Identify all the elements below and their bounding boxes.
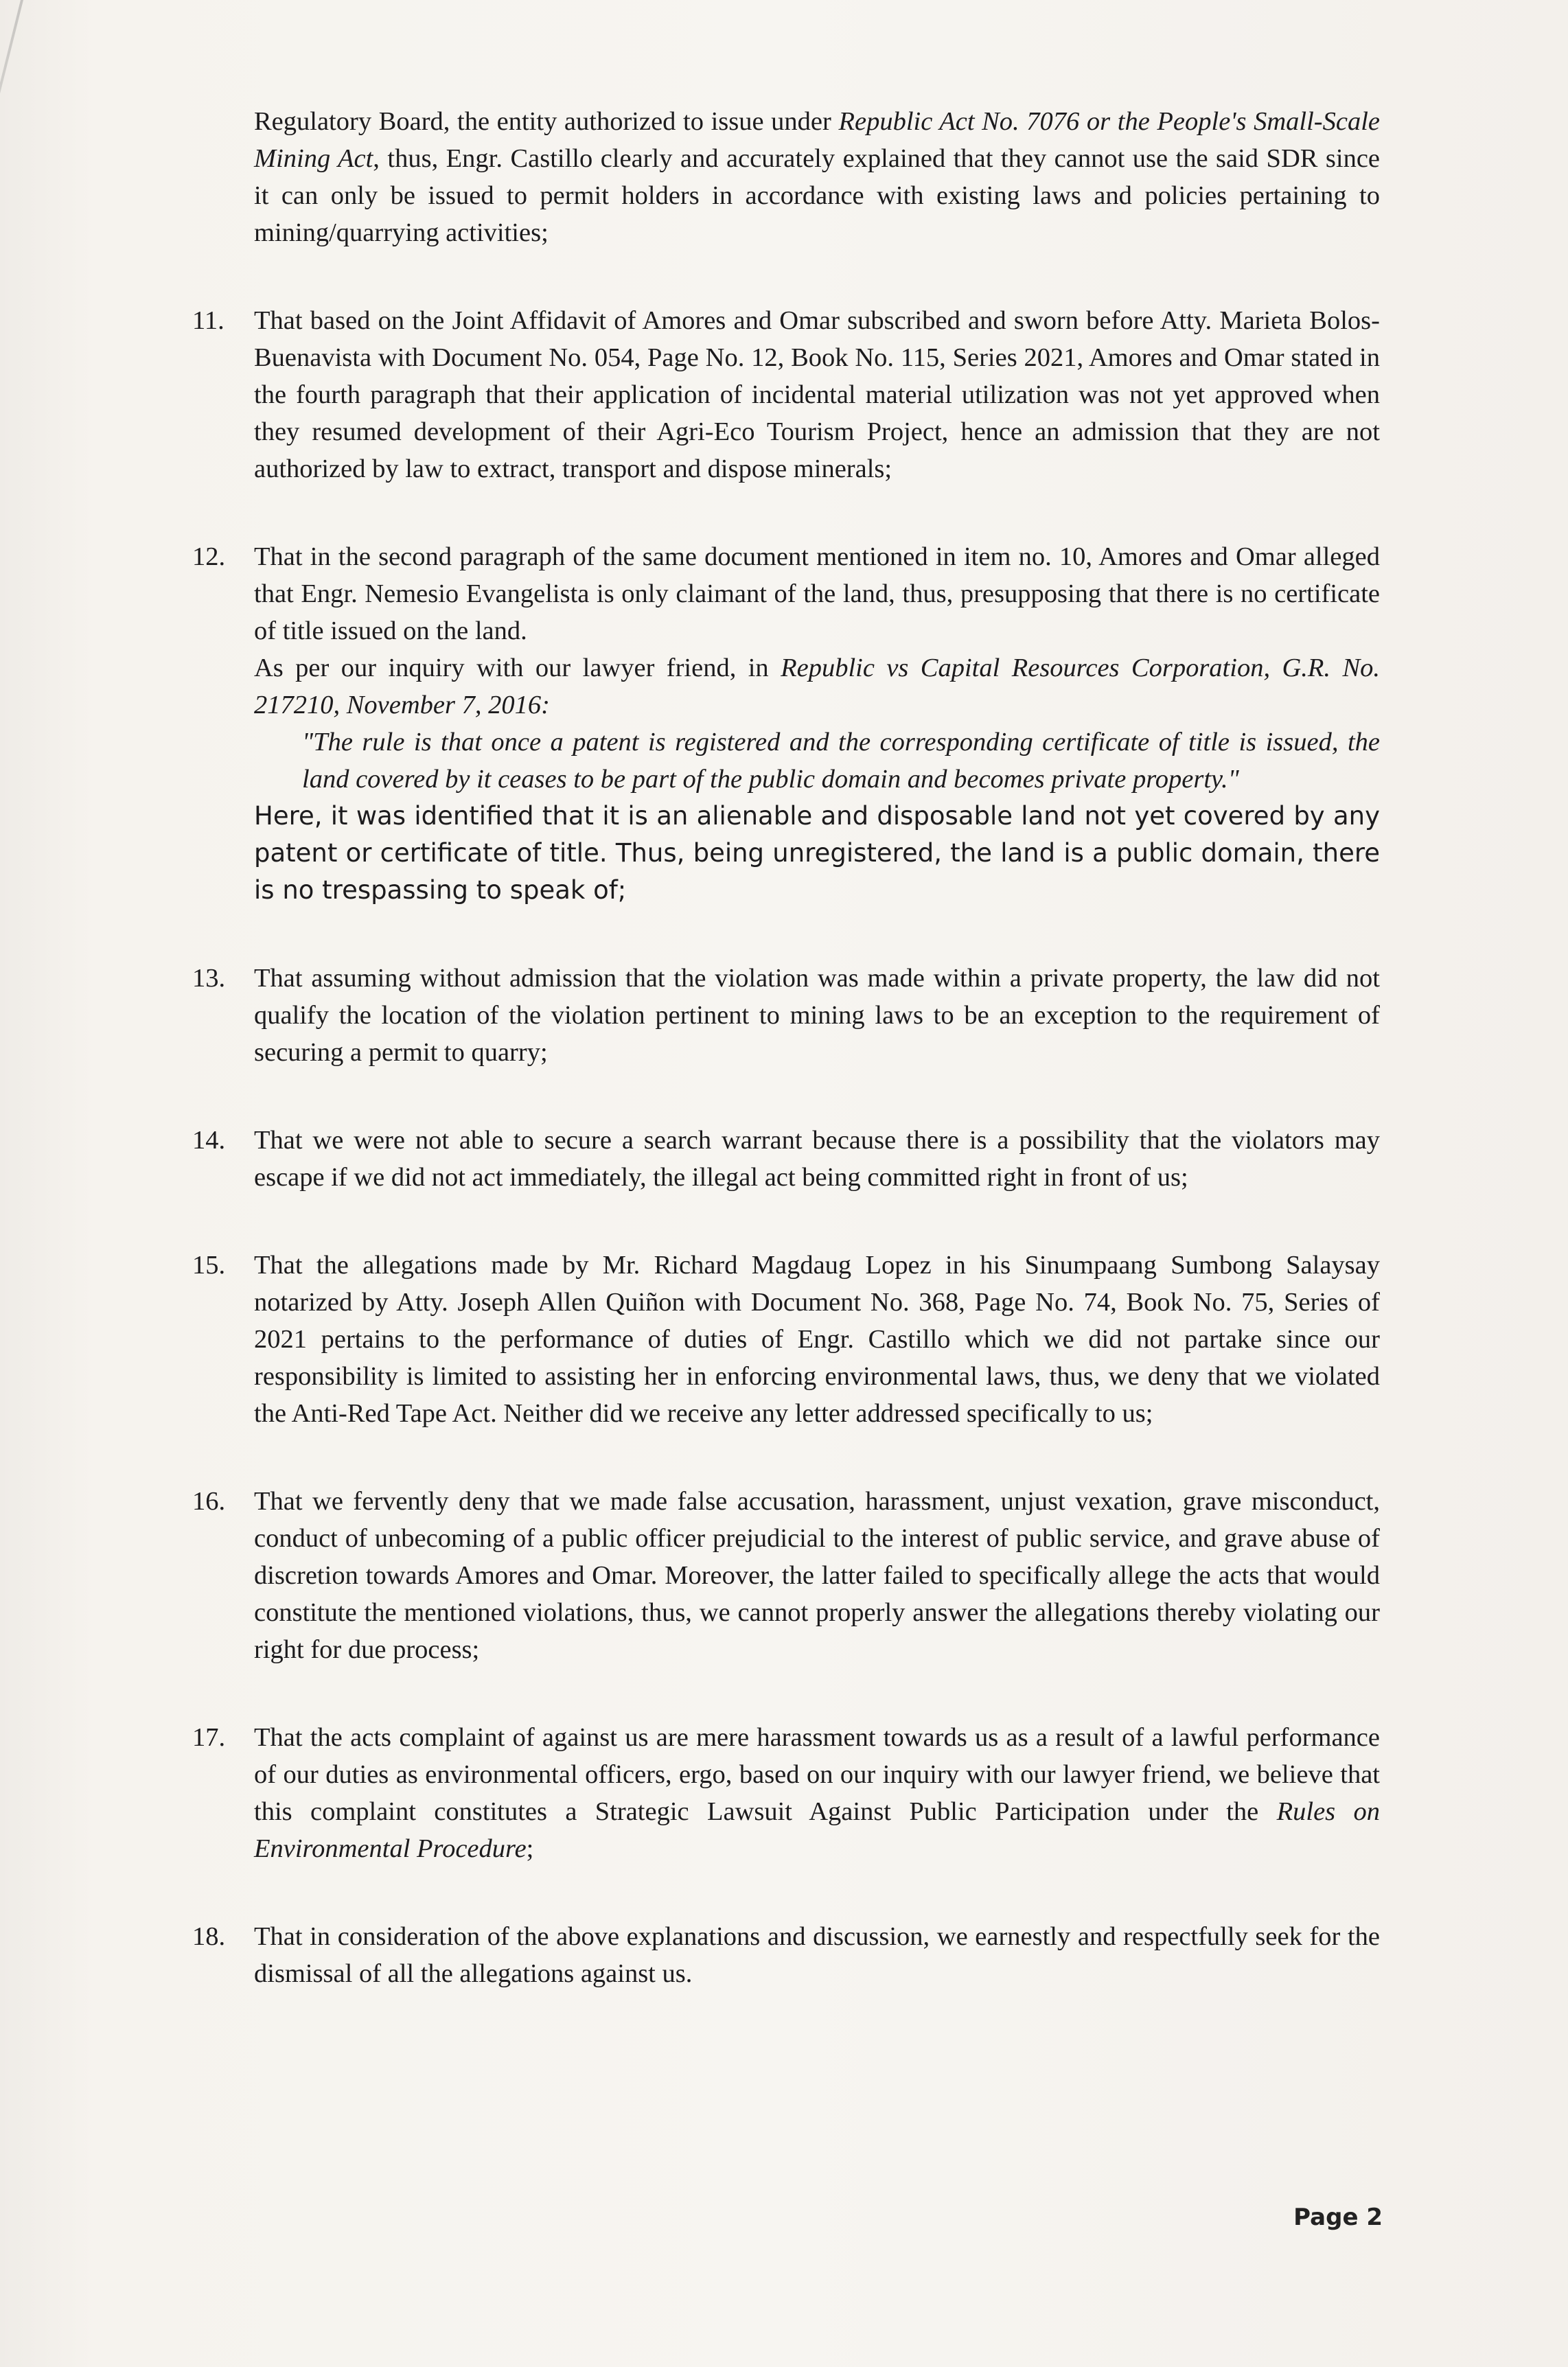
item-number: 18.: [192, 1922, 226, 1951]
item-number: 11.: [192, 306, 224, 335]
analysis-paragraph: Here, it was identified that it is an alienable and disposable land not yet covered by any patent or certificate of title. Thus, being unregistered, the land is a public domain, there is no trespassing to speak of;: [254, 801, 1380, 905]
item-text: That based on the Joint Affidavit of Amores and Omar subscribed and sworn before Atty. Marieta Bolos-Buenavista with Document No. 054, Page No. 12, Book No. 115, Series 2021, Amores and Omar stated in the fourth paragraph that their application of incidental material utilization was not yet approved when they resumed development of their Agri-Eco Tourism Project, hence an admission that they are not authorized by law to extract, transport and dispose minerals;: [254, 306, 1380, 483]
item-text: That we were not able to secure a search warrant because there is a possibility that the violators may escape if we did not act immediately, the illegal act being committed right in front of us;: [254, 1126, 1380, 1192]
document-body: [192, 103, 1381, 1992]
item-number: 13.: [192, 964, 226, 993]
item-number: 16.: [192, 1487, 226, 1516]
item-13: [192, 960, 1380, 1071]
item-text: That we fervently deny that we made false accusation, harassment, unjust vexation, grave misconduct, conduct of unbecoming of a public officer prejudicial to the interest of public service, and grave abuse of discretion towards Amores and Omar. Moreover, the latter failed to specifically allege the acts that would constitute the mentioned violations, thus, we cannot properly answer the allegations thereby violating our right for due process;: [254, 1487, 1380, 1664]
page-number: Page 2: [1293, 2204, 1383, 2231]
item-number: 14.: [192, 1126, 226, 1155]
intro-law-reference: Republic Act No. 7076 or the People's Small-Scale Mining Act: [254, 107, 1380, 173]
item-number: 15.: [192, 1251, 226, 1280]
item-text: That the acts complaint of against us are mere harassment towards us as a result of a lawful performance of our duties as environmental officers, ergo, based on our inquiry with our lawyer friend, we believe that this complaint constitutes a Strategic Lawsuit Against Public Participation under the Rules on Environmental Procedure;: [254, 1723, 1380, 1863]
item-11: [192, 302, 1380, 487]
item-18: [192, 1918, 1380, 1992]
item-14: [192, 1122, 1380, 1196]
item-text: That in consideration of the above explanations and discussion, we earnestly and respectfully seek for the dismissal of all the allegations against us.: [254, 1922, 1380, 1988]
item-16: [192, 1483, 1380, 1668]
item-text: That assuming without admission that the violation was made within a private property, the law did not qualify the location of the violation pertinent to mining laws to be an exception to the requirement of securing a permit to quarry;: [254, 964, 1380, 1067]
intro-paragraph: Regulatory Board, the entity authorized to issue under Republic Act No. 7076 or the People's Small-Scale Mining Act, thus, Engr. Castillo clearly and accurately explained that they cannot use the said SDR since it can only be issued to permit holders in accordance with existing laws and policies pertaining to mining/quarrying activities;: [254, 107, 1380, 247]
item-number: 12.: [192, 542, 226, 571]
item-number: 17.: [192, 1723, 226, 1752]
item-15: [192, 1247, 1380, 1432]
case-quote: "The rule is that once a patent is registered and the corresponding certificate of title is issued, the land covered by it ceases to be part of the public domain and becomes private property.": [302, 728, 1380, 794]
item-17: [192, 1719, 1380, 1867]
item-text: That in the second paragraph of the same document mentioned in item no. 10, Amores and Omar alleged that Engr. Nemesio Evangelista is only claimant of the land, thus, presupposing that there is no certificate of title issued on the land.: [254, 542, 1380, 645]
rules-reference: Rules on Environmental Procedure: [254, 1797, 1380, 1863]
paper-fold-line: [0, 0, 23, 316]
item-12: [192, 538, 1381, 909]
case-citation-paragraph: As per our inquiry with our lawyer friend, in Republic vs Capital Resources Corporation, G.R. No. 217210, November 7, 2016:: [254, 654, 1381, 719]
case-citation: Republic vs Capital Resources Corporation, G.R. No. 217210, November 7, 2016:: [254, 654, 1381, 719]
item-text: That the allegations made by Mr. Richard Magdaug Lopez in his Sinumpaang Sumbong Salaysay notarized by Atty. Joseph Allen Quiñon with Document No. 368, Page No. 74, Book No. 75, Series of 2021 pertains to the performance of duties of Engr. Castillo which we did not partake since our responsibility is limited to assisting her in enforcing environmental laws, thus, we deny that we violated the Anti-Red Tape Act. Neither did we receive any letter addressed specifically to us;: [254, 1251, 1380, 1428]
